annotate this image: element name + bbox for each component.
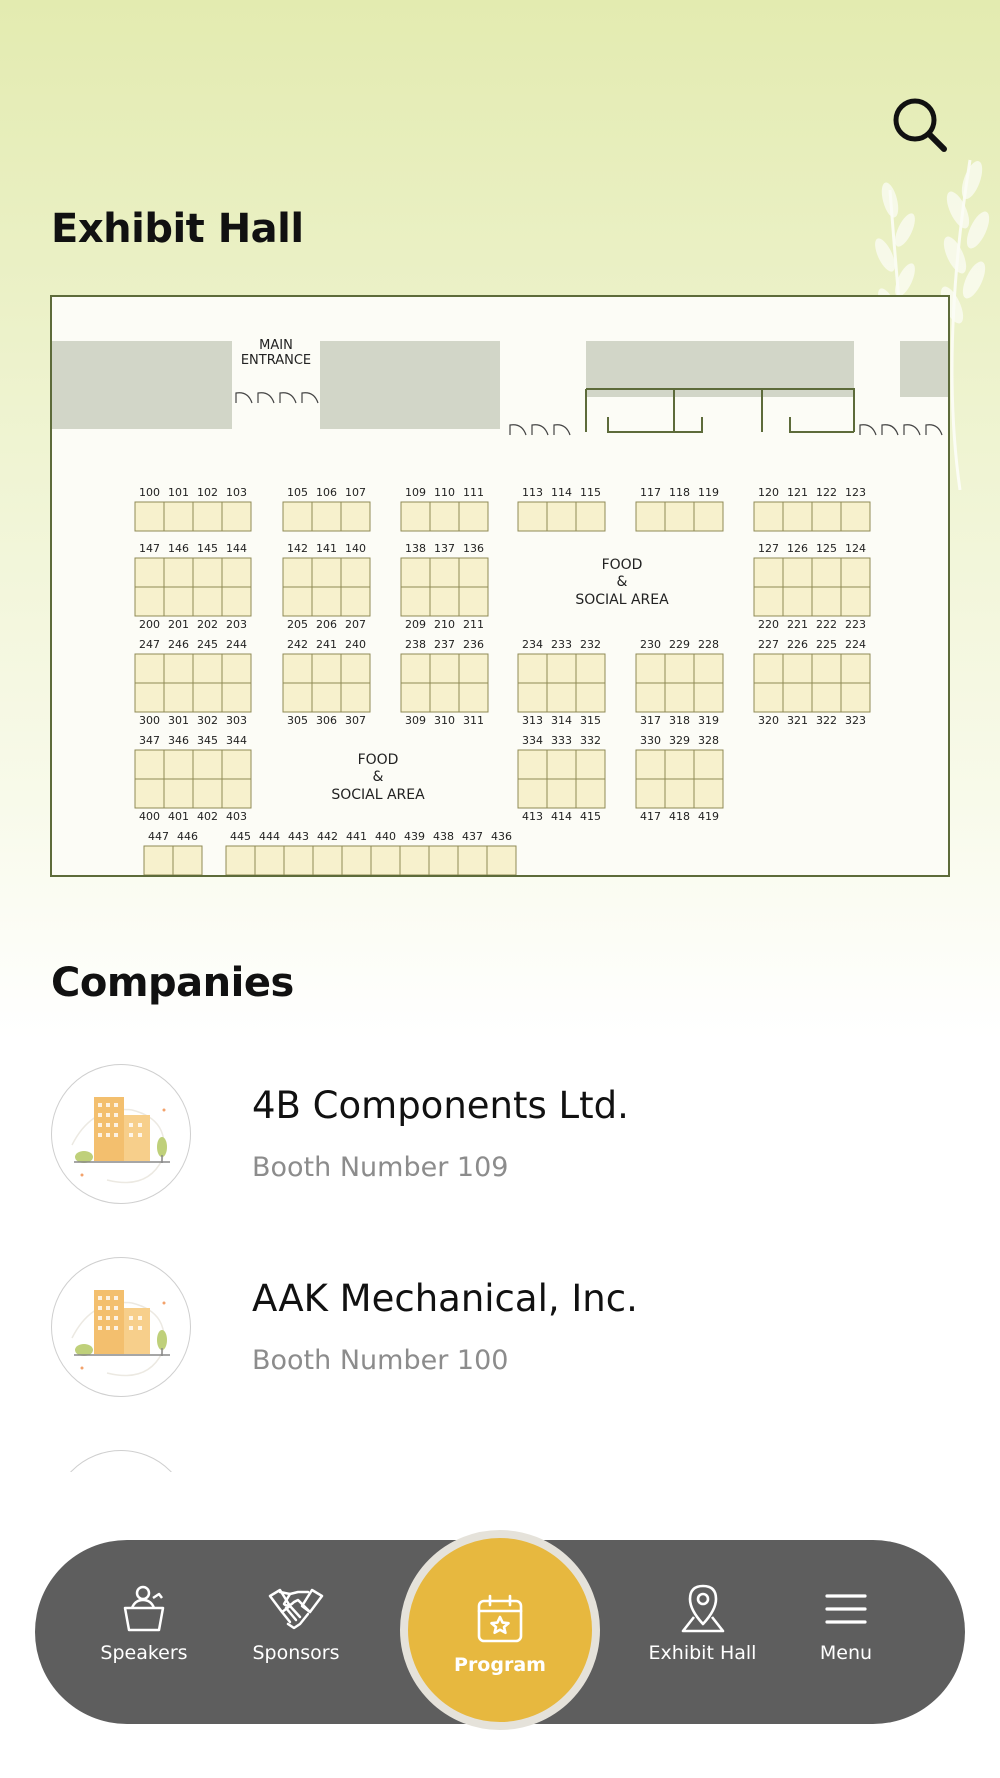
booth	[193, 750, 222, 779]
booth	[341, 654, 370, 683]
company-logo	[51, 1064, 191, 1204]
booth	[841, 587, 870, 616]
booth	[283, 587, 312, 616]
company-logo	[51, 1257, 191, 1397]
booth	[341, 558, 370, 587]
booth-number-label: 146	[168, 542, 189, 555]
booth	[547, 683, 576, 712]
booth-number-label: 436	[491, 830, 512, 843]
booth-number-label: 333	[551, 734, 572, 747]
booth-number-label: 232	[580, 638, 601, 651]
search-button[interactable]	[890, 95, 950, 155]
food-area-label: SOCIAL AREA	[575, 592, 669, 608]
booth-number-label: 124	[845, 542, 866, 555]
booth	[576, 779, 605, 808]
nav-menu-label: Menu	[819, 1642, 873, 1664]
booth-number-label: 142	[287, 542, 308, 555]
booth-number-label: 203	[226, 618, 247, 631]
booth	[812, 654, 841, 683]
food-area-label: FOOD	[357, 752, 399, 768]
booth	[222, 779, 251, 808]
booth	[783, 558, 812, 587]
booth	[665, 683, 694, 712]
booth-number-label: 402	[197, 810, 218, 823]
booth-number-label: 417	[640, 810, 661, 823]
booth	[193, 779, 222, 808]
booth-number-label: 121	[787, 486, 808, 499]
booth-number-label: 113	[522, 486, 543, 499]
booth-number-label: 220	[758, 618, 779, 631]
booth-number-label: 241	[316, 638, 337, 651]
booth-number-label: 227	[758, 638, 779, 651]
booth-number-label: 107	[345, 486, 366, 499]
booth-number-label: 307	[345, 714, 366, 727]
door-arc	[236, 393, 318, 403]
booth-number-label: 225	[816, 638, 837, 651]
booth	[135, 587, 164, 616]
booth-number: Booth Number 100	[252, 1345, 509, 1376]
booth-number-label: 209	[405, 618, 426, 631]
booth	[222, 683, 251, 712]
booth	[547, 654, 576, 683]
booth-number-label: 144	[226, 542, 247, 555]
booth	[459, 558, 488, 587]
booth	[841, 683, 870, 712]
booth	[144, 846, 173, 875]
booth	[665, 750, 694, 779]
booth-number-label: 103	[226, 486, 247, 499]
entrance-label: ENTRANCE	[240, 353, 312, 368]
booth	[694, 750, 723, 779]
booth-number-label: 347	[139, 734, 160, 747]
booth	[222, 654, 251, 683]
booth-number-label: 446	[177, 830, 198, 843]
booth	[401, 558, 430, 587]
booth	[430, 654, 459, 683]
booth-number-label: 328	[698, 734, 719, 747]
booth-number-label: 125	[816, 542, 837, 555]
booth-number-label: 414	[551, 810, 572, 823]
booth	[193, 654, 222, 683]
booth-number-label: 211	[463, 618, 484, 631]
booth	[430, 558, 459, 587]
booth-number-label: 322	[816, 714, 837, 727]
nav-sponsors-label: Sponsors	[252, 1642, 340, 1664]
booth	[430, 587, 459, 616]
booth	[841, 502, 870, 531]
booth-number-label: 305	[287, 714, 308, 727]
booth-number-label: 111	[463, 486, 484, 499]
booth	[547, 779, 576, 808]
booth	[222, 558, 251, 587]
booth	[547, 502, 576, 531]
booth-number-label: 114	[551, 486, 572, 499]
hamburger-menu-icon	[823, 1584, 869, 1634]
booth	[812, 558, 841, 587]
nav-exhibit-hall[interactable]	[640, 1584, 765, 1664]
booth-number-label: 332	[580, 734, 601, 747]
booth-number-label: 447	[148, 830, 169, 843]
map-pin-icon	[680, 1584, 726, 1634]
booth	[401, 654, 430, 683]
booth	[341, 683, 370, 712]
booth-number-label: 115	[580, 486, 601, 499]
booth	[283, 683, 312, 712]
booth-number-label: 403	[226, 810, 247, 823]
booth-number-label: 443	[288, 830, 309, 843]
booth-number-label: 311	[463, 714, 484, 727]
booth-number-label: 109	[405, 486, 426, 499]
booth-number-label: 141	[316, 542, 337, 555]
booth-number-label: 240	[345, 638, 366, 651]
booth	[754, 654, 783, 683]
company-list[interactable]	[0, 1060, 1000, 1472]
booth-number-label: 300	[139, 714, 160, 727]
building-icon	[52, 1065, 191, 1204]
booth-number-label: 105	[287, 486, 308, 499]
booth	[429, 846, 458, 875]
booth	[255, 846, 284, 875]
booth-number-label: 100	[139, 486, 160, 499]
booth	[665, 779, 694, 808]
companies-title: Companies	[51, 960, 294, 1006]
booth	[694, 502, 723, 531]
booth-number-label: 117	[640, 486, 661, 499]
booth-number-label: 110	[434, 486, 455, 499]
booth-number-label: 320	[758, 714, 779, 727]
booth	[173, 846, 202, 875]
booth	[783, 587, 812, 616]
booth-number-label: 206	[316, 618, 337, 631]
booth-number-label: 334	[522, 734, 543, 747]
booth-number-label: 205	[287, 618, 308, 631]
booth-number-label: 210	[434, 618, 455, 631]
company-item[interactable]	[0, 1448, 1000, 1472]
booth-number-label: 344	[226, 734, 247, 747]
booth	[164, 779, 193, 808]
booth-number-label: 321	[787, 714, 808, 727]
booth-number-label: 236	[463, 638, 484, 651]
booth	[754, 558, 783, 587]
booth-number-label: 329	[669, 734, 690, 747]
booth	[754, 502, 783, 531]
booth	[458, 846, 487, 875]
booth	[576, 683, 605, 712]
booth	[694, 654, 723, 683]
booth-number-label: 303	[226, 714, 247, 727]
booth	[459, 654, 488, 683]
booth-number-label: 201	[168, 618, 189, 631]
booth-number-label: 315	[580, 714, 601, 727]
booth-number-label: 442	[317, 830, 338, 843]
booth-number-label: 102	[197, 486, 218, 499]
booth	[135, 558, 164, 587]
exhibit-hall-title: Exhibit Hall	[51, 206, 304, 252]
company-logo	[51, 1450, 191, 1472]
booth-number-label: 400	[139, 810, 160, 823]
booth-number-label: 244	[226, 638, 247, 651]
booth-number-label: 120	[758, 486, 779, 499]
entrance-label: MAIN	[259, 338, 293, 353]
booth	[135, 750, 164, 779]
wall	[900, 341, 948, 397]
booth-number-label: 233	[551, 638, 572, 651]
booth	[459, 502, 488, 531]
booth	[313, 846, 342, 875]
booth	[518, 683, 547, 712]
booth-number-label: 346	[168, 734, 189, 747]
booth	[636, 750, 665, 779]
booth	[636, 779, 665, 808]
speaker-podium-icon	[119, 1584, 169, 1634]
booth-number-label: 222	[816, 618, 837, 631]
booth	[636, 683, 665, 712]
search-icon	[890, 95, 950, 155]
wall	[52, 341, 232, 429]
nav-menu[interactable]	[806, 1584, 886, 1664]
booth	[164, 654, 193, 683]
booth-number-label: 118	[669, 486, 690, 499]
booth	[459, 587, 488, 616]
booth-number-label: 323	[845, 714, 866, 727]
booth	[783, 683, 812, 712]
handshake-icon	[268, 1584, 324, 1634]
nav-speakers-label: Speakers	[100, 1642, 188, 1664]
booth	[665, 654, 694, 683]
booth	[135, 502, 164, 531]
exhibit-hall-map[interactable]	[50, 295, 950, 877]
booth-number-label: 401	[168, 810, 189, 823]
booth	[841, 558, 870, 587]
booth	[783, 654, 812, 683]
booth-number-label: 444	[259, 830, 280, 843]
wall	[320, 341, 500, 429]
booth-number-label: 345	[197, 734, 218, 747]
booth-number-label: 207	[345, 618, 366, 631]
booth-number-label: 202	[197, 618, 218, 631]
company-item[interactable]	[0, 1062, 1000, 1212]
booth	[576, 654, 605, 683]
booth-number-label: 237	[434, 638, 455, 651]
booth-number-label: 137	[434, 542, 455, 555]
booth-number-label: 140	[345, 542, 366, 555]
booth-number-label: 441	[346, 830, 367, 843]
booth	[518, 779, 547, 808]
booth-number-label: 221	[787, 618, 808, 631]
booth-number-label: 302	[197, 714, 218, 727]
booth	[371, 846, 400, 875]
booth-number-label: 317	[640, 714, 661, 727]
booth	[841, 654, 870, 683]
booth-number-label: 123	[845, 486, 866, 499]
booth-number-label: 224	[845, 638, 866, 651]
booth	[518, 750, 547, 779]
booth	[665, 502, 694, 531]
booth-number-label: 136	[463, 542, 484, 555]
booth	[222, 750, 251, 779]
booth	[283, 654, 312, 683]
booth	[193, 558, 222, 587]
booth	[576, 750, 605, 779]
food-area-label: &	[372, 769, 384, 785]
booth-number-label: 313	[522, 714, 543, 727]
nav-program-label: Program	[454, 1654, 546, 1676]
booth-number-label: 200	[139, 618, 160, 631]
booth	[430, 683, 459, 712]
booth-number-label: 230	[640, 638, 661, 651]
booth	[342, 846, 371, 875]
booth-number-label: 145	[197, 542, 218, 555]
booth-number-label: 247	[139, 638, 160, 651]
booth-number-label: 223	[845, 618, 866, 631]
booth	[401, 683, 430, 712]
booth	[754, 587, 783, 616]
booth	[636, 502, 665, 531]
building-icon	[52, 1258, 191, 1397]
company-name: 4B Components Ltd.	[252, 1084, 629, 1127]
nav-program[interactable]	[400, 1530, 600, 1730]
door-arc	[860, 425, 942, 435]
booth-number-label: 301	[168, 714, 189, 727]
booth-number-label: 147	[139, 542, 160, 555]
booth-number-label: 415	[580, 810, 601, 823]
booth	[341, 587, 370, 616]
booth-number-label: 245	[197, 638, 218, 651]
booth-number-label: 242	[287, 638, 308, 651]
booth-number-label: 246	[168, 638, 189, 651]
booth-number: Booth Number 109	[252, 1152, 509, 1183]
company-item[interactable]	[0, 1255, 1000, 1405]
booth	[812, 502, 841, 531]
door-arc	[510, 425, 570, 435]
booth-number-label: 101	[168, 486, 189, 499]
booth	[547, 750, 576, 779]
booth	[193, 683, 222, 712]
booth-number-label: 314	[551, 714, 572, 727]
booth-number-label: 437	[462, 830, 483, 843]
booth-number-label: 126	[787, 542, 808, 555]
booth	[694, 683, 723, 712]
booth-number-label: 445	[230, 830, 251, 843]
booth	[694, 779, 723, 808]
booth	[459, 683, 488, 712]
booth-number-label: 439	[404, 830, 425, 843]
booth-number-label: 318	[669, 714, 690, 727]
booth	[222, 502, 251, 531]
booth	[783, 502, 812, 531]
booth-number-label: 306	[316, 714, 337, 727]
booth	[135, 654, 164, 683]
booth-number-label: 228	[698, 638, 719, 651]
booth	[754, 683, 783, 712]
food-area-label: SOCIAL AREA	[331, 787, 425, 803]
booth-number-label: 226	[787, 638, 808, 651]
booth	[312, 587, 341, 616]
booth-number-label: 119	[698, 486, 719, 499]
booth	[518, 502, 547, 531]
booth	[164, 750, 193, 779]
booth-number-label: 440	[375, 830, 396, 843]
booth	[518, 654, 547, 683]
booth	[164, 683, 193, 712]
booth	[312, 654, 341, 683]
booth	[164, 587, 193, 616]
nav-exhibit-hall-label: Exhibit Hall	[648, 1642, 757, 1664]
booth-number-label: 418	[669, 810, 690, 823]
booth	[193, 502, 222, 531]
booth	[284, 846, 313, 875]
booth-number-label: 122	[816, 486, 837, 499]
booth	[312, 502, 341, 531]
booth	[636, 654, 665, 683]
company-name: AAK Mechanical, Inc.	[252, 1277, 638, 1320]
booth	[401, 502, 430, 531]
booth	[341, 502, 370, 531]
booth-number-label: 309	[405, 714, 426, 727]
booth	[283, 502, 312, 531]
booth-number-label: 419	[698, 810, 719, 823]
booth	[135, 683, 164, 712]
booth-number-label: 319	[698, 714, 719, 727]
booth-number-label: 413	[522, 810, 543, 823]
booth	[812, 587, 841, 616]
food-area-label: FOOD	[601, 557, 643, 573]
booth	[283, 558, 312, 587]
booth-number-label: 310	[434, 714, 455, 727]
booth	[222, 587, 251, 616]
booth-number-label: 106	[316, 486, 337, 499]
booth	[430, 502, 459, 531]
booth	[401, 587, 430, 616]
booth	[576, 502, 605, 531]
floor-plan	[52, 297, 948, 875]
booth	[312, 558, 341, 587]
booth-number-label: 234	[522, 638, 543, 651]
booth	[193, 587, 222, 616]
nav-speakers[interactable]	[94, 1584, 194, 1664]
food-area-label: &	[616, 574, 628, 590]
booth-number-label: 229	[669, 638, 690, 651]
booth-number-label: 127	[758, 542, 779, 555]
booth	[312, 683, 341, 712]
booth-number-label: 438	[433, 830, 454, 843]
booth-number-label: 238	[405, 638, 426, 651]
booth	[135, 779, 164, 808]
calendar-star-icon	[476, 1594, 524, 1644]
booth	[812, 683, 841, 712]
booth	[164, 502, 193, 531]
booth	[487, 846, 516, 875]
booth	[164, 558, 193, 587]
booth	[226, 846, 255, 875]
booth-number-label: 330	[640, 734, 661, 747]
booth-number-label: 138	[405, 542, 426, 555]
booth	[400, 846, 429, 875]
nav-sponsors[interactable]	[246, 1584, 346, 1664]
